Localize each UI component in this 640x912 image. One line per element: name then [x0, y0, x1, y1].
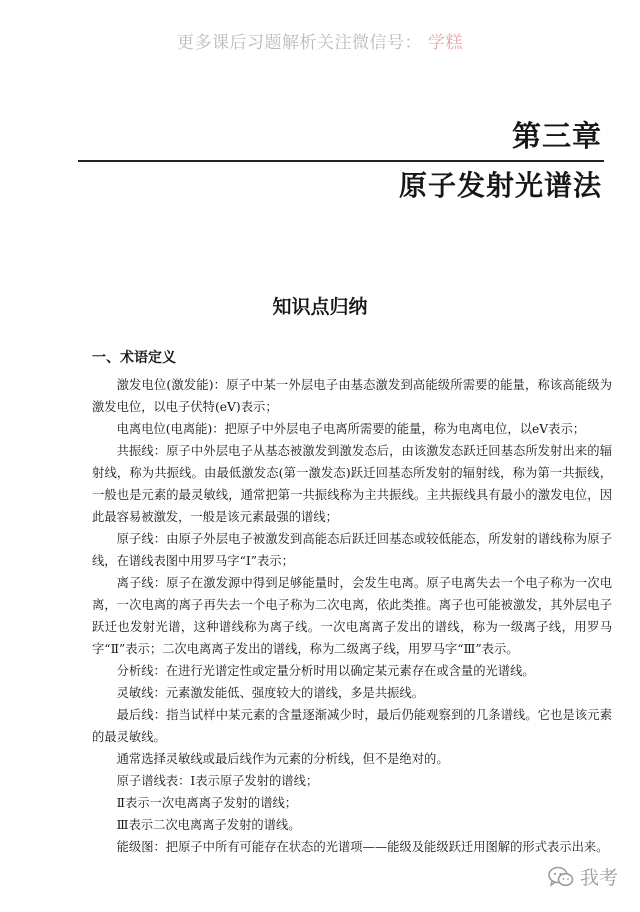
paragraph: 通常选择灵敏线或最后线作为元素的分析线，但不是绝对的。: [116, 752, 449, 766]
watermark-brand: 学糕: [428, 33, 463, 53]
top-watermark: [0, 28, 640, 53]
paragraph: Ⅱ表示一次电离离子发射的谱线；: [116, 796, 298, 810]
paragraph: Ⅲ表示二次电离离子发射的谱线。: [116, 818, 301, 832]
chapter-number: 第三章: [511, 119, 602, 153]
chapter-rule: [78, 160, 604, 162]
chapter-title: 原子发射光谱法: [398, 169, 602, 202]
subheading: 一、术语定义: [92, 350, 176, 366]
paragraph: 激发电位(激发能)：原子中某一外层电子由基态激发到高能级所需要的能量，称该高能级为激发电位，以电子伏特(eV)表示；: [92, 378, 612, 414]
paragraph: 分析线：在进行光谱定性或定量分析时用以确定某元素存在或含量的光谱线。: [116, 664, 535, 678]
watermark-prefix: 更多课后习题解析关注微信号：: [177, 33, 422, 53]
wechat-icon: [548, 866, 574, 888]
bottom-watermark: [548, 863, 618, 890]
paragraph: 离子线：原子在激发源中得到足够能量时，会发生电离。原子电离失去一个电子称为一次电离，一次电离的离子再失去一个电子称为二次电离，依此类推。离子也可能被激发，其外层电子跃迁也发射光谱，这种谱线称为离子线。一次电离离子发出的谱线，称为一级离子线，用罗马字“Ⅱ”表示；二次电离离子发出的谱线，称为二级离子线，用罗马字“Ⅲ”表示。: [92, 576, 612, 656]
body-text: [92, 374, 612, 858]
paragraph: 灵敏线：元素激发能低、强度较大的谱线，多是共振线。: [116, 686, 425, 700]
paragraph: 共振线：原子中外层电子从基态被激发到激发态后，由该激发态跃迁回基态所发射出来的辐射线，称为共振线。由最低激发态(第一激发态)跃迁回基态所发射的辐射线，称为第一共振线，一般也是元素的最灵敏线，通常把第一共振线称为主共振线。主共振线具有最小的激发电位，因此最容易被激发，一般是该元素最强的谱线；: [92, 444, 612, 524]
paragraph: 最后线：指当试样中某元素的含量逐渐减少时，最后仍能观察到的几条谱线。它也是该元素的最灵敏线。: [92, 708, 612, 744]
paragraph: 原子谱线表：Ⅰ表示原子发射的谱线；: [116, 774, 319, 788]
paragraph: 电离电位(电离能)：把原子中外层电子电离所需要的能量，称为电离电位，以eV表示；: [116, 422, 586, 436]
section-heading: 知识点归纳: [272, 296, 368, 318]
paragraph: 能级图：把原子中所有可能存在状态的光谱项——能级及能级跃迁用图解的形式表示出来。: [116, 840, 609, 854]
paragraph: 原子线：由原子外层电子被激发到高能态后跃迁回基态或较低能态，所发射的谱线称为原子线，在谱线表图中用罗马字“Ⅰ”表示；: [92, 532, 612, 568]
bottom-watermark-label: 我考: [579, 867, 618, 889]
